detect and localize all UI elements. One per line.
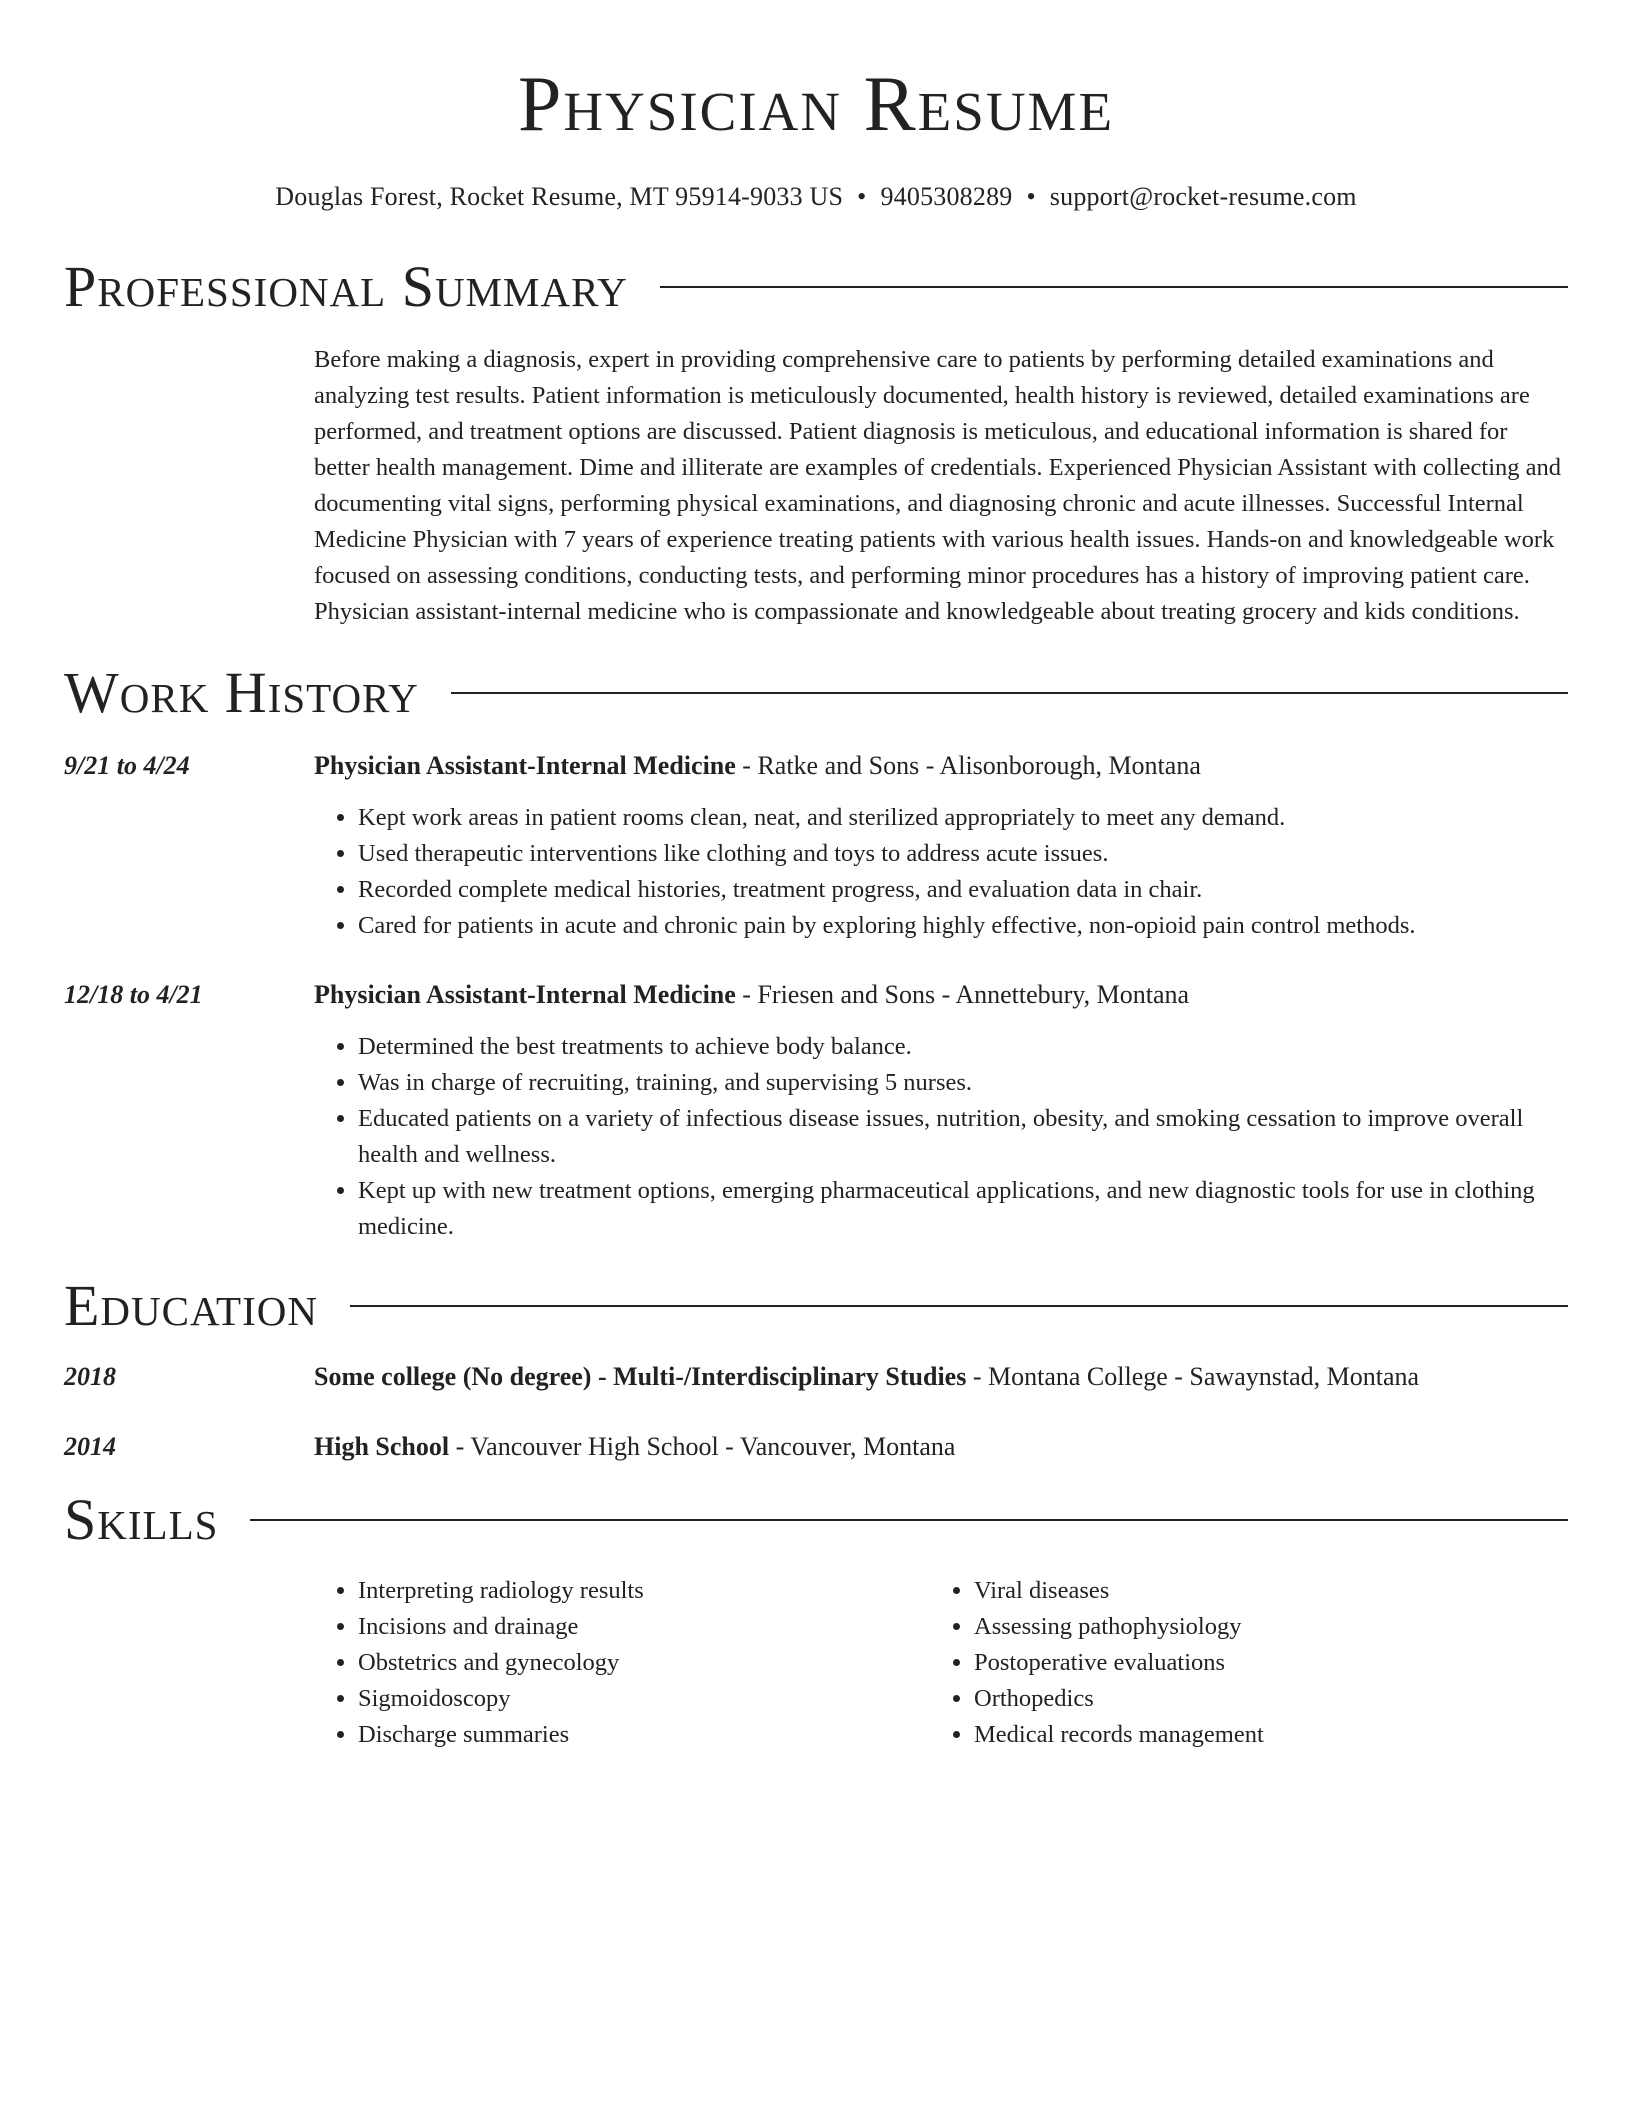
job-bullet: • Used therapeutic interventions like clothing and toys to address acute issues. — [358, 836, 1568, 872]
job-heading — [314, 748, 1568, 784]
skills-heading: Skills — [64, 1487, 219, 1552]
contact-separator: • — [857, 182, 867, 211]
job-bullets — [314, 800, 1568, 944]
contact-line — [64, 182, 1568, 212]
job-entry — [64, 977, 1568, 1245]
education-degree: High School — [314, 1432, 450, 1461]
summary-text: Before making a diagnosis, expert in providing comprehensive care to patients by performing detailed examinations and analyzing test results. Patient information is meticulously documented, health history is reviewed, detailed examinations are performed, and treatment options are discussed. Patient diagnosis is meticulous, and educational information is shared for better health management. Dime and illiterate are examples of credentials. Experienced Physician Assistant with collecting and documenting vital signs, performing physical examinations, and diagnosing chronic and acute illnesses. Successful Internal Medicine Physician with 7 years of experience treating patients with various health issues. Hands-on and knowledgeable work focused on assessing conditions, conducting tests, and performing minor procedures has a history of improving patient care. Physician assistant-internal medicine who is compassionate and knowledgeable about treating grocery and kids conditions. — [314, 346, 1562, 625]
skill-item: • Medical records management — [974, 1717, 1546, 1753]
section-divider — [250, 1519, 1568, 1521]
job-title: Physician Assistant-Internal Medicine — [314, 751, 736, 780]
work-section-header — [64, 658, 1568, 728]
job-dates: 12/18 to 4/21 — [64, 980, 203, 1009]
skill-item: • Assessing pathophysiology — [974, 1609, 1546, 1645]
skills-row — [64, 1555, 1568, 1753]
skill-item: • Sigmoidoscopy — [358, 1681, 930, 1717]
skill-item: • Viral diseases — [974, 1573, 1546, 1609]
education-heading: Education — [64, 1273, 318, 1338]
job-heading — [314, 977, 1568, 1013]
resume-title: Physician Resume — [517, 60, 1115, 147]
skill-item: • Orthopedics — [974, 1681, 1546, 1717]
skill-item: • Obstetrics and gynecology — [358, 1645, 930, 1681]
skill-item: • Incisions and drainage — [358, 1609, 930, 1645]
job-bullet: • Was in charge of recruiting, training, and supervising 5 nurses. — [358, 1065, 1568, 1101]
education-section-header — [64, 1271, 1568, 1341]
contact-address: Douglas Forest, Rocket Resume, MT 95914-9033 US — [275, 182, 844, 211]
job-bullet: • Determined the best treatments to achieve body balance. — [358, 1029, 1568, 1065]
education-degree: Some college (No degree) - Multi-/Interdisciplinary Studies — [314, 1362, 967, 1391]
education-details: - Montana College - Sawaynstad, Montana — [966, 1362, 1420, 1391]
job-bullets — [314, 1029, 1568, 1245]
job-entry — [64, 748, 1568, 944]
job-details: - Friesen and Sons - Annettebury, Montana — [735, 980, 1190, 1009]
skill-item: • Discharge summaries — [358, 1717, 930, 1753]
section-divider — [350, 1305, 1568, 1307]
job-dates: 9/21 to 4/24 — [64, 751, 190, 780]
job-bullet: • Kept up with new treatment options, emerging pharmaceutical applications, and new diagnostic tools for use in clothing medicine. — [358, 1173, 1568, 1245]
education-year: 2014 — [64, 1432, 116, 1461]
skills-column-left — [314, 1573, 930, 1753]
education-year: 2018 — [64, 1362, 116, 1391]
education-entry — [64, 1429, 1568, 1465]
contact-email[interactable]: support@rocket-resume.com — [1049, 182, 1357, 211]
work-heading: Work History — [64, 660, 419, 725]
contact-phone: 9405308289 — [880, 182, 1013, 211]
skills-section-header — [64, 1485, 1568, 1555]
section-divider — [451, 692, 1568, 694]
education-details: - Vancouver High School - Vancouver, Montana — [449, 1432, 956, 1461]
job-bullet: • Cared for patients in acute and chronic pain by exploring highly effective, non-opioid pain control methods. — [358, 908, 1568, 944]
job-bullet: • Educated patients on a variety of infectious disease issues, nutrition, obesity, and smoking cessation to improve overall health and wellness. — [358, 1101, 1568, 1173]
job-bullet: • Recorded complete medical histories, treatment progress, and evaluation data in chair. — [358, 872, 1568, 908]
job-title: Physician Assistant-Internal Medicine — [314, 980, 736, 1009]
summary-heading: Professional Summary — [64, 254, 628, 319]
education-entry — [64, 1359, 1568, 1395]
job-details: - Ratke and Sons - Alisonborough, Montana — [735, 751, 1201, 780]
skill-item: • Postoperative evaluations — [974, 1645, 1546, 1681]
section-divider — [660, 286, 1568, 288]
skills-list — [314, 1573, 1568, 1753]
contact-separator: • — [1026, 182, 1036, 211]
skills-column-right — [930, 1573, 1546, 1753]
summary-row — [64, 322, 1568, 630]
skill-item: • Interpreting radiology results — [358, 1573, 930, 1609]
summary-section-header — [64, 252, 1568, 322]
job-bullet: • Kept work areas in patient rooms clean, neat, and sterilized appropriately to meet any demand. — [358, 800, 1568, 836]
